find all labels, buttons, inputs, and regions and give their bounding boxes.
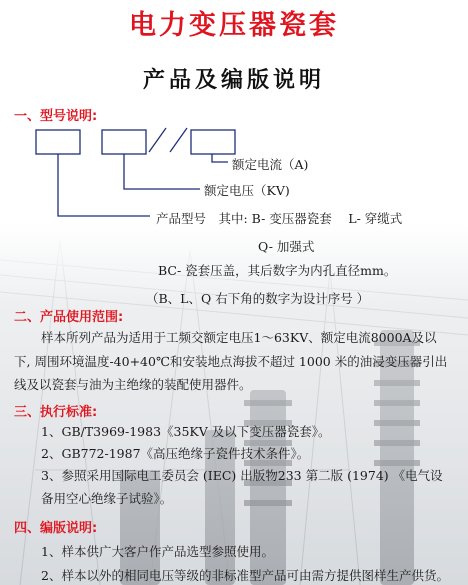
- edition-item-1: 1、样本供广大客户作产品选型参照使用。: [41, 544, 274, 559]
- scope-line-2: 下, 周围环境温度-40+40℃和安装地点海拔不超过 1000 米的油浸变压器引出: [14, 354, 448, 369]
- standard-item-3-line-2: 备用空心绝缘子试验》。: [41, 491, 173, 506]
- model-box-type: [36, 130, 80, 154]
- model-box-current: [191, 130, 235, 154]
- section-heading-model: 一、型号说明:: [14, 109, 98, 124]
- main-title: 电力变压器瓷套: [129, 10, 339, 41]
- design-serial-note: （B、L、Q 右下角的数字为设计序号 ）: [146, 291, 370, 306]
- leader-voltage: [124, 154, 200, 189]
- standard-item-1: 1、GB/T3969-1983《35KV 及以下变压器瓷套》。: [41, 424, 331, 439]
- scope-line-3: 线及以瓷套与油为主绝缘的装配使用器件。: [14, 377, 252, 392]
- model-box-voltage: [102, 130, 146, 154]
- edition-item-2: 2、样本以外的相同电压等级的非标准型产品可由需方提供图样生产供货。: [41, 568, 449, 583]
- section-heading-standards: 三、执行标准:: [14, 405, 98, 420]
- reinforced-type-label: Q- 加强式: [258, 239, 315, 254]
- section-heading-edition: 四、编版说明:: [14, 521, 98, 536]
- standard-item-2: 2、GB772-1987《高压绝缘子瓷件技术条件》。: [41, 446, 310, 461]
- model-slash-2: [170, 128, 187, 152]
- rated-current-label: 额定电流（A): [232, 157, 309, 172]
- rated-voltage-label: 额定电压（KV): [204, 183, 290, 198]
- bc-cover-label: BC- 瓷套压盖，其后数字为内孔直径mm。: [158, 263, 397, 278]
- sub-title: 产品及编版说明: [142, 68, 325, 93]
- leader-type: [58, 154, 150, 216]
- scope-line-1: 样本所列产品为适用于工频交额定电压1～63KV、额定电流8000A及以: [41, 330, 437, 345]
- product-model-label: 产品型号 其中: B- 变压器瓷套 L- 穿缆式: [156, 211, 403, 226]
- standard-item-3-line-1: 3、参照采用国际电工委员会 (IEC) 出版物233 第二版 (1974) 《电气设: [41, 468, 443, 483]
- leader-current: [212, 154, 228, 162]
- model-slash-1: [149, 128, 166, 152]
- section-heading-scope: 二、产品使用范围:: [14, 310, 124, 325]
